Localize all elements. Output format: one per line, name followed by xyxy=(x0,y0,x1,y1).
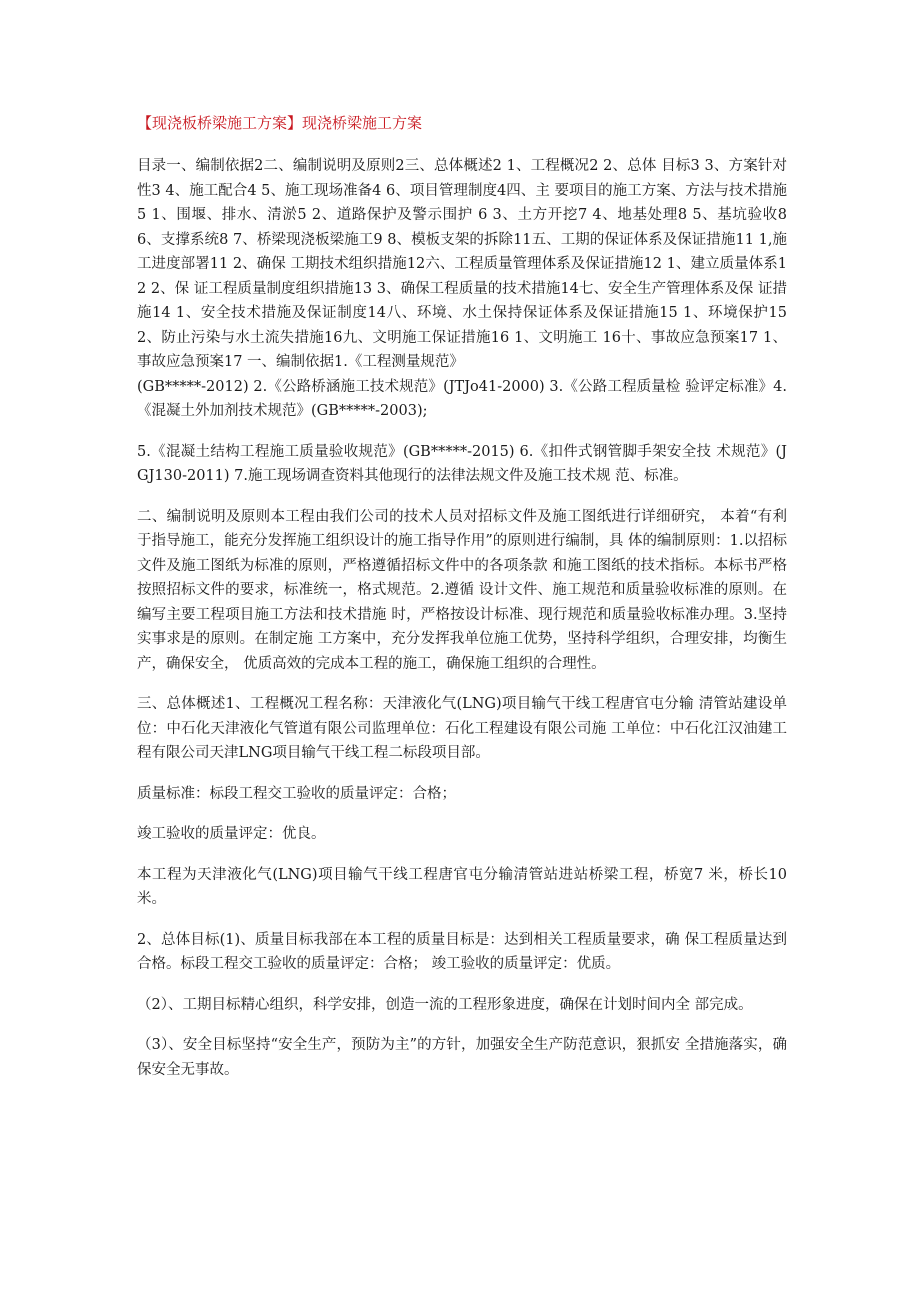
paragraph-overview: 三、总体概述1、工程概况工程名称：天津液化气(LNG)项目输气干线工程唐官屯分输 清管站建设单位：中石化天津液化气管道有限公司监理单位：石化工程建设有限公司施 工单位：中石化江汉油建工程有限公司天津LNG项目输气干线工程二标段项目部。 xyxy=(137,696,787,761)
paragraph-bridge-size: 本工程为天津液化气(LNG)项目输气干线工程唐官屯分输清管站进站桥梁工程，桥宽7 米，桥长10米。 xyxy=(137,866,787,907)
paragraph-contents: 目录一、编制依据2二、编制说明及原则2三、总体概述2 1、工程概况2 2、总体 目标3 3、方案针对性3 4、施工配合4 5、施工现场准备4 6、项目管理制度4四、主 要项目的施工方案、方法与技术措施5 1、围堰、排水、清淤5 2、道路保护及警示围护 6 3、土方开挖7 4、地基处理8 5、基坑验收8 6、支撑系统8 7、桥梁现浇板梁施工9 8、模板支架的拆除11五、工期的保证体系及保证措施11 1,施工进度部署11 2、确保 工期技术组织措施12六、工程质量管理体系及保证措施12 1、建立质量体系12 2、保 证工程质量制度组织措施13 3、确保工程质量的技术措施14七、安全生产管理体系及保 证措施14 1、安全技术措施及保证制度14八、环境、水土保持保证体系及保证措施15 1、环境保护15 2、防止污染与水土流失措施16九、文明施工保证措施16 1、文明施工 16十、事故应急预案17 1、事故应急预案17 一、编制依据1.《工程测量规范》 xyxy=(137,158,787,370)
document-title: 【现浇板桥梁施工方案】现浇桥梁施工方案 xyxy=(137,114,423,132)
paragraph-references-a: (GB*****-2012) 2.《公路桥涵施工技术规范》(JTJo41-2000) 3.《公路工程质量检 验评定标准》4.《混凝土外加剂技术规范》(GB*****-2003); xyxy=(137,378,787,419)
paragraph-completion-rating: 竣工验收的质量评定：优良。 xyxy=(137,826,326,842)
paragraph-quality-standard: 质量标准：标段工程交工验收的质量评定：合格； xyxy=(137,785,456,802)
paragraph-principles: 二、编制说明及原则本工程由我们公司的技术人员对招标文件及施工图纸进行详细研究， 本着“有利于指导施工，能充分发挥施工组织设计的施工指导作用”的原则进行编制，具 体的编制原则：1.以招标文件及施工图纸为标准的原则，严格遵循招标文件中的各项条款 和施工图纸的技术指标。本标书严格按照招标文件的要求，标准统一，格式规范。2.遵循 设计文件、施工规范和质量验收标准的原则。在编写主要工程项目施工方法和技术措施 时，严格按设计标准、现行规范和质量验收标准办理。3.坚持实事求是的原则。在制定施 工方案中，充分发挥我单位施工优势，坚持科学组织，合理安排，均衡生产，确保安全， 优质高效的完成本工程的施工，确保施工组织的合理性。 xyxy=(137,508,787,672)
paragraph-safety-goal: （3）、安全目标坚持“安全生产，预防为主”的方针，加强安全生产防范意识，狠抓安 全措施落实，确保安全无事故。 xyxy=(137,1037,787,1078)
document-page xyxy=(137,112,787,1098)
paragraph-quality-goal: 2、总体目标(1)、质量目标我部在本工程的质量目标是：达到相关工程质量要求，确 保工程质量达到合格。标段工程交工验收的质量评定：合格； 竣工验收的质量评定：优质。 xyxy=(137,931,787,972)
paragraph-references-b: 5.《混凝土结构工程施工质量验收规范》(GB*****-2015) 6.《扣件式钢管脚手架安全技 术规范》(JGJ130-2011) 7.施工现场调查资料其他现行的法律法规文件及施工技术规 范、标准。 xyxy=(137,443,787,484)
paragraph-schedule-goal: （2）、工期目标精心组织，科学安排，创造一流的工程形象进度，确保在计划时间内全 部完成。 xyxy=(137,996,753,1013)
